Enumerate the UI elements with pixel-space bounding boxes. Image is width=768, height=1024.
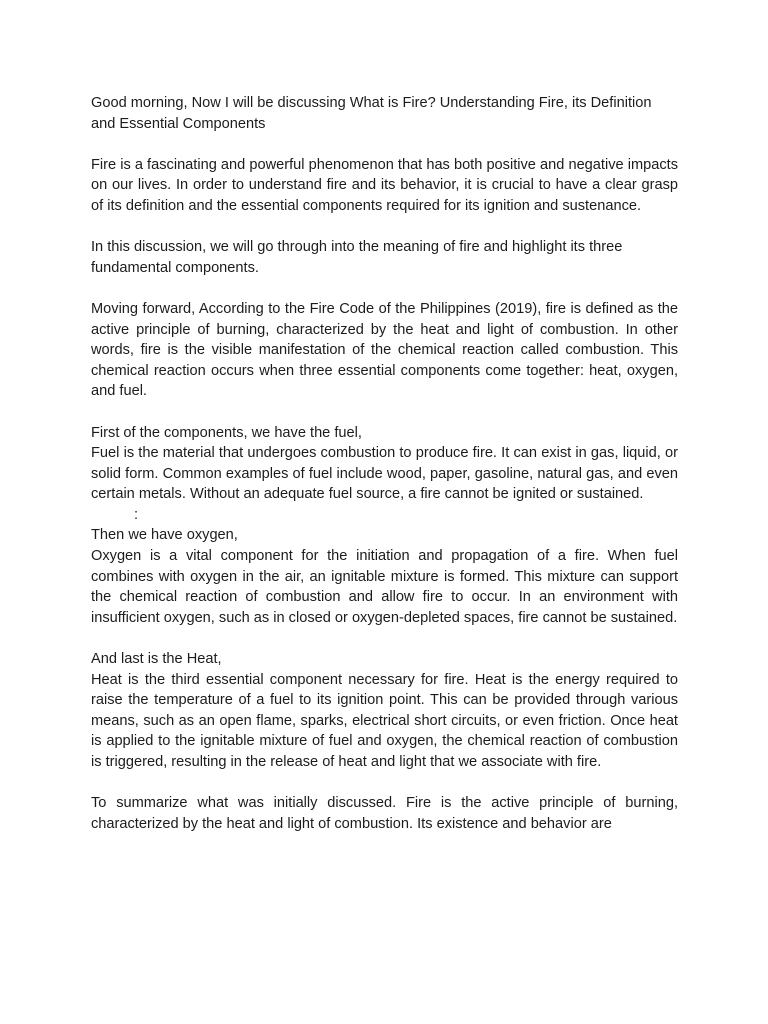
discussion-scope-paragraph: In this discussion, we will go through into the meaning of fire and highlight its three fundamental components. [91, 239, 623, 276]
fuel-heading: First of the components, we have the fuel, [91, 424, 362, 441]
paragraph-spacer [91, 628, 678, 649]
paragraph-spacer [91, 217, 678, 238]
heat-paragraph: Heat is the third essential component necessary for fire. Heat is the energy required to raise the temperature of a fuel to its ignition point. This can be provided through various means, such as an open flame, sparks, electrical short circuits, or even friction. Once heat is applied to the ignitable mixture of fuel and oxygen, the chemical reaction of combustion is triggered, resulting in the release of heat and light that we associate with fire. [91, 671, 678, 770]
paragraph-spacer [91, 773, 678, 794]
fuel-paragraph: Fuel is the material that undergoes combustion to produce fire. It can exist in gas, liquid, or solid form. Common examples of fuel include wood, paper, gasoline, natural gas, and even certain metals. Without an adequate fuel source, a fire cannot be ignited or sustained. [91, 445, 678, 503]
oxygen-paragraph: Oxygen is a vital component for the initiation and propagation of a fire. When fuel combines with oxygen in the air, an ignitable mixture is formed. This mixture can support the chemical reaction of combustion and allow fire to occur. In an environment with insufficient oxygen, such as in closed or oxygen-depleted spaces, fire cannot be sustained. [91, 548, 678, 626]
summary-paragraph: To summarize what was initially discussed. Fire is the active principle of burning, characterized by the heat and light of combustion. Its existence and behavior are [91, 795, 678, 832]
paragraph-spacer [91, 134, 678, 155]
stray-colon: : [134, 506, 139, 523]
paragraph-spacer [91, 278, 678, 299]
intro-paragraph: Good morning, Now I will be discussing What is Fire? Understanding Fire, its Definition and Essential Components [91, 95, 652, 132]
heat-heading: And last is the Heat, [91, 651, 222, 668]
oxygen-heading: Then we have oxygen, [91, 527, 238, 544]
definition-intro-paragraph: Fire is a fascinating and powerful phenomenon that has both positive and negative impacts on our lives. In order to understand fire and its behavior, it is crucial to have a clear grasp of its definition and the essential components required for its ignition and sustenance. [91, 156, 678, 214]
document-body [91, 93, 678, 834]
paragraph-spacer [91, 402, 678, 423]
fire-code-definition-paragraph: Moving forward, According to the Fire Code of the Philippines (2019), fire is defined as the active principle of burning, characterized by the heat and light of combustion. In other words, fire is the visible manifestation of the chemical reaction called combustion. This chemical reaction occurs when three essential components come together: heat, oxygen, and fuel. [91, 300, 678, 400]
